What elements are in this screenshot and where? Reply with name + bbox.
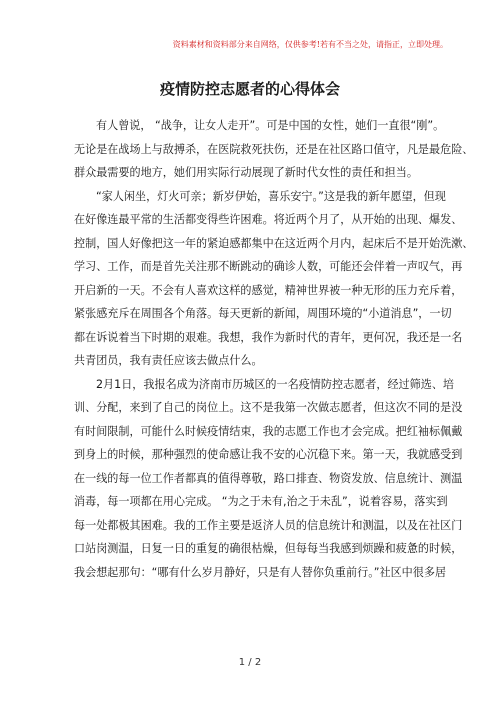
text-line: 控制，国人好像把这一年的紧迫感都集中在这近两个月内，起床后不是开始洗漱、 — [74, 236, 474, 250]
text-line: 紧张感充斥在周围各个角落。每天更新的新闻，周围环境的“小道消息”，一切 — [74, 307, 452, 320]
text-line: 在好像连最平常的生活都变得些许困难。将近两个月了，从开始的出现、爆发、 — [74, 213, 463, 226]
text-line: 无论是在战场上与敌搏杀，在医院救死扶伤，还是在社区路口值守，凡是最危险、 — [74, 142, 474, 156]
paragraph — [74, 185, 474, 373]
page-title: 疫情防控志愿者的心得体会 — [159, 80, 340, 98]
paragraph — [74, 373, 463, 585]
text-line: “家人闲坐，灯火可亲；新岁伊始，喜乐安宁。”这是我的新年愿望，但现 — [96, 189, 446, 203]
text-line: 群众最需要的地方，她们用实际行动展现了新时代女性的责任和担当。 — [74, 166, 418, 179]
text-line: 共青团员，我有责任应该去做点什么。 — [74, 354, 263, 367]
page-indicator: 1 / 2 — [238, 657, 262, 668]
text-line: 到身上的时候，那种强烈的使命感让我不安的心沉稳下来。第一天，我就感受到 — [74, 448, 463, 461]
text-line: 训、分配，来到了自己的岗位上。这不是我第一次做志愿者，但这次不同的是没 — [74, 401, 463, 414]
text-line: 2月1日，我报名成为济南市历城区的一名疫情防控志愿者，经过筛选、培 — [96, 377, 455, 391]
text-line: 我会想起那句：“哪有什么岁月静好，只是有人替你负重前行。”社区中很多居 — [74, 565, 447, 579]
document-body — [74, 114, 474, 584]
text-line: 学习、工作，而是首先关注那不断跳动的确诊人数，可能还会伴着一声叹气，再 — [74, 260, 463, 273]
text-line: 有时间限制，可能什么时候疫情结束，我的志愿工作也才会完成。把红袖标佩戴 — [74, 424, 463, 438]
text-line: 都在诉说着当下时期的艰难。我想，我作为新时代的青年，更何况，我还是一名 — [74, 330, 463, 344]
text-line: 每一处都极其困难。我的工作主要是返济人员的信息统计和测温，以及在社区门 — [74, 518, 463, 532]
text-line: 消毒，每一项都在用心完成。 “为之于未有,治之于未乱”，说着容易，落实到 — [74, 495, 448, 508]
text-line: 在一线的每一位工作者都真的值得尊敬，路口排查、物资发放、信息统计、测温 — [74, 471, 463, 485]
copyright-notice: 资料素材和资料部分来自网络，仅供参考!若有不当之处，请指正，立即处理。 — [172, 40, 448, 49]
text-line: 开启新的一天。不会有人喜欢这样的感觉，精神世界被一种无形的压力充斥着， — [74, 283, 463, 297]
paragraph — [74, 114, 474, 185]
text-line: 口站岗测温，日复一日的重复的确很枯燥，但每每当我感到烦躁和疲惫的时候， — [74, 542, 463, 555]
text-line: 有人曾说， “战争，让女人走开”。可是中国的女性，她们一直很“刚”。 — [96, 119, 445, 132]
